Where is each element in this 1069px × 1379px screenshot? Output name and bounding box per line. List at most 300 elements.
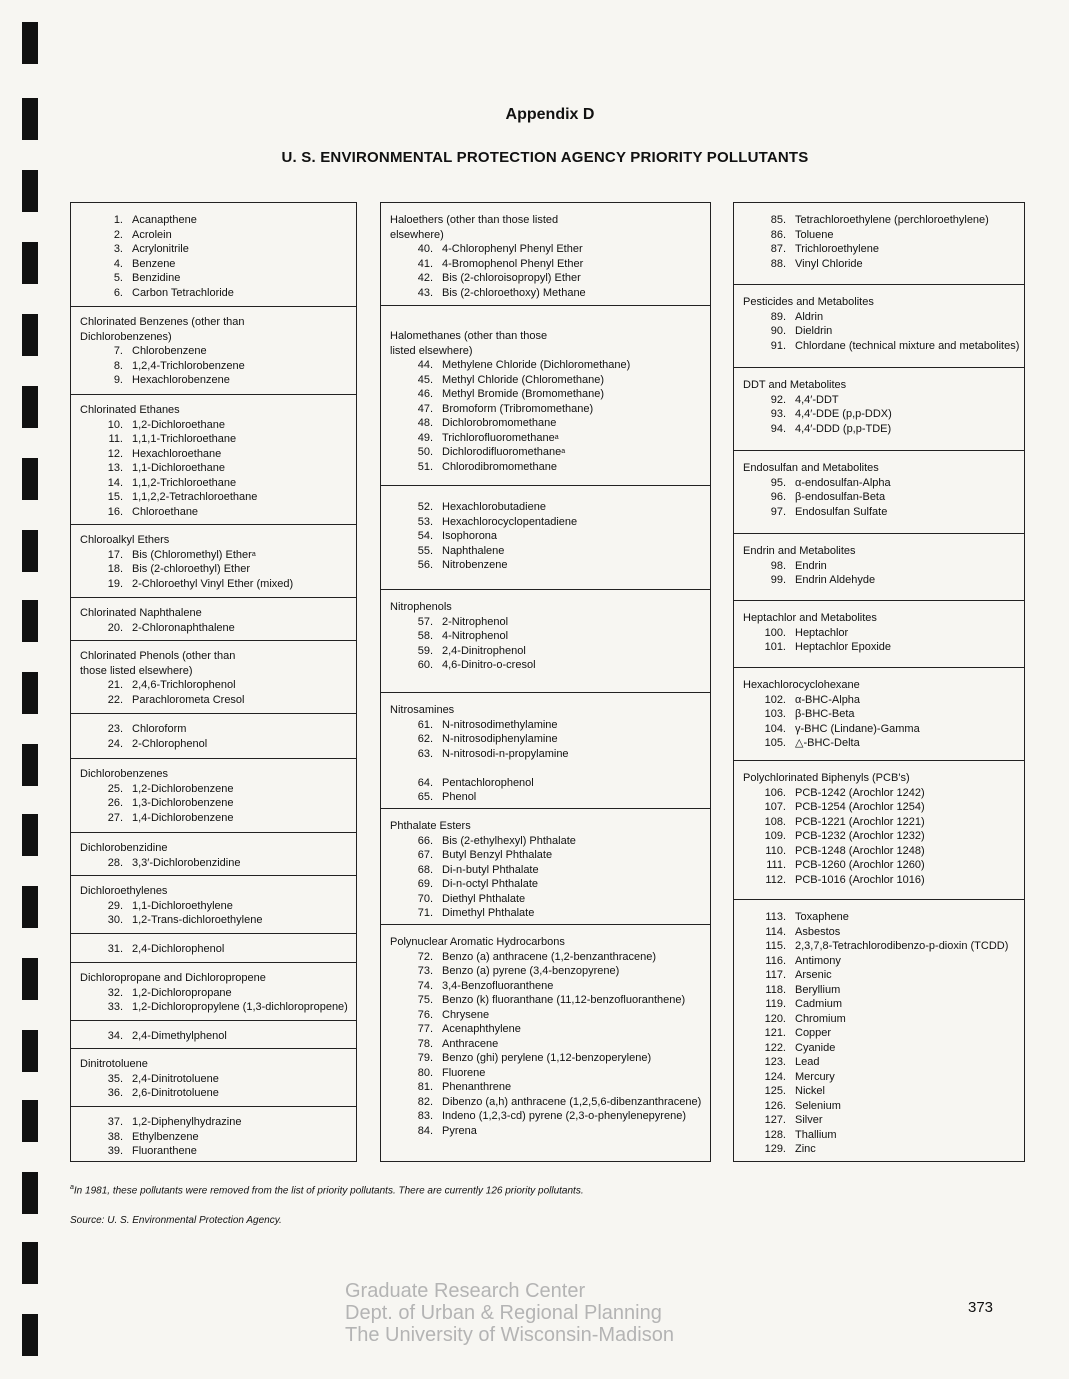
pollutant-name: 4-Nitrophenol <box>442 630 509 642</box>
pollutant-number: 41. <box>417 257 433 270</box>
pollutant-name: Di-n-butyl Phthalate <box>442 863 539 876</box>
source-note: Source: U. S. Environmental Protection Agency. <box>70 1215 282 1226</box>
pollutant-name: PCB-1232 (Arochlor 1232) <box>795 830 925 842</box>
pollutant-group <box>71 714 356 759</box>
pollutant-item <box>389 1109 702 1124</box>
pollutant-name: Bis (2-ethylhexyl) Phthalate <box>442 834 576 847</box>
pollutant-number: 85. <box>770 214 786 226</box>
pollutant-number: 65. <box>417 791 433 803</box>
pollutant-name: Acrylonitrile <box>132 243 189 255</box>
pollutant-item <box>79 490 348 505</box>
page-number: 373 <box>968 1299 994 1316</box>
pollutant-item <box>79 548 348 563</box>
pollutant-group <box>734 203 1024 285</box>
pollutant-item <box>79 228 348 243</box>
pollutant-name: 1,2-Dichloropropylene (1,3-dichloropropene) <box>132 1001 348 1013</box>
binder-mark <box>22 1314 38 1356</box>
pollutant-name: N-nitrosodiphenylamine <box>442 733 558 745</box>
pollutant-number: 39. <box>107 1145 123 1157</box>
pollutant-group <box>71 1107 356 1165</box>
pollutant-number: 46. <box>417 388 433 400</box>
pollutant-item <box>79 476 348 491</box>
pollutant-number: 97. <box>770 505 786 518</box>
pollutant-item <box>742 1142 1016 1157</box>
binder-mark <box>22 744 38 786</box>
pollutant-name: Dichlorobromomethane <box>442 417 557 429</box>
pollutant-name: Parachlorometa Cresol <box>132 693 245 706</box>
pollutant-group <box>381 925 710 1157</box>
group-title: Hexachlorocyclohexane <box>743 679 860 691</box>
pollutant-number: 129. <box>764 1143 786 1155</box>
pollutant-number: 33. <box>107 1001 123 1013</box>
pollutant-item <box>79 432 348 447</box>
pollutant-name: N-nitrosodimethylamine <box>442 718 558 731</box>
pollutant-item <box>742 490 1016 505</box>
pollutant-number: 95. <box>770 476 786 489</box>
binder-mark <box>22 314 38 356</box>
pollutant-name: Dibenzo (a,h) anthracene (1,2,5,6-dibenzanthracene) <box>442 1095 702 1108</box>
pollutant-name: 2-Chlorophenol <box>132 737 208 750</box>
pollutant-number: 71. <box>417 907 433 919</box>
pollutant-number: 19. <box>107 577 123 590</box>
pollutant-item <box>389 834 702 849</box>
pollutant-item <box>742 213 1016 228</box>
pollutant-item <box>79 678 348 693</box>
pollutant-name: Dichlorodifluoromethane <box>442 446 562 458</box>
pollutant-name: Chlorobenzene <box>132 345 207 357</box>
pollutant-item <box>742 242 1016 257</box>
pollutant-number: 2. <box>113 228 123 241</box>
pollutant-item <box>742 640 1016 655</box>
pollutant-number <box>389 761 433 776</box>
pollutant-group <box>71 1021 356 1049</box>
pollutant-item <box>742 393 1016 408</box>
pollutant-number: 31. <box>107 943 123 955</box>
pollutant-item <box>79 811 348 826</box>
pollutant-group <box>734 534 1024 601</box>
pollutant-item <box>79 1144 348 1159</box>
pollutant-name: 3,3′-Dichlorobenzidine <box>132 856 241 869</box>
pollutant-name: Endosulfan Sulfate <box>795 505 888 518</box>
group-title: Chlorinated Phenols (other than those listed elsewhere) <box>80 650 236 677</box>
pollutant-item <box>79 461 348 476</box>
pollutant-item <box>742 968 1016 983</box>
pollutant-name: Benzo (a) anthracene (1,2-benzanthracene) <box>442 950 657 963</box>
pollutant-name: PCB-1248 (Arochlor 1248) <box>795 844 925 857</box>
pollutant-name: 2,4-Dimethylphenol <box>132 1030 227 1042</box>
pollutant-number: 126. <box>764 1099 786 1112</box>
pollutant-name: 2,4-Dinitrophenol <box>442 644 526 657</box>
pollutant-name: 1,1-Dichloroethane <box>132 462 225 474</box>
pollutant-name: △-BHC-Delta <box>795 737 860 749</box>
pollutant-number: 32. <box>107 986 123 999</box>
group-title: Chlorinated Ethanes <box>80 404 180 416</box>
pollutant-number: 61. <box>417 718 433 731</box>
binder-mark <box>22 672 38 714</box>
pollutant-number: 8. <box>113 359 123 372</box>
pollutant-item <box>79 359 348 374</box>
pollutant-item <box>389 257 702 272</box>
group-title: Heptachlor and Metabolites <box>743 612 877 624</box>
pollutant-name: β-endosulfan-Beta <box>795 491 886 503</box>
pollutant-item <box>389 629 702 644</box>
pollutant-item <box>742 257 1016 272</box>
pollutant-number: 103. <box>764 708 786 720</box>
pollutant-item <box>742 858 1016 873</box>
binder-mark <box>22 242 38 284</box>
pollutant-item <box>742 1084 1016 1099</box>
pollutant-name: 2,4-Dinitrotoluene <box>132 1072 219 1085</box>
pollutant-name: PCB-1254 (Arochlor 1254) <box>795 801 925 813</box>
pollutant-name: Bis (Chloromethyl) Ether <box>132 548 252 561</box>
pollutant-name: 2,4,6-Trichlorophenol <box>132 679 236 691</box>
pollutant-number: 47. <box>417 402 433 415</box>
pollutant-name: Silver <box>795 1114 823 1126</box>
pollutant-name: Cyanide <box>795 1041 836 1054</box>
pollutant-item <box>389 644 702 659</box>
pollutant-name: Bromoform (Tribromomethane) <box>442 402 594 415</box>
pollutant-name: 1,2-Diphenylhydrazine <box>132 1116 242 1128</box>
pollutant-group <box>734 668 1024 761</box>
pollutant-name <box>433 761 442 776</box>
pollutant-number: 66. <box>417 834 433 847</box>
pollutant-number: 25. <box>107 782 123 795</box>
pollutant-name: Hexachlorobenzene <box>132 374 230 386</box>
pollutant-name: N-nitrosodi-n-propylamine <box>442 747 569 760</box>
group-title: Dinitrotoluene <box>80 1058 148 1070</box>
pollutant-number: 108. <box>764 815 786 828</box>
pollutant-name: Bis (2-chloroethoxy) Methane <box>442 286 586 299</box>
pollutant-group <box>71 963 356 1021</box>
pollutant-number: 7. <box>113 345 123 357</box>
pollutant-name: 1,2-Dichloroethane <box>132 418 225 431</box>
pollutant-name: 1,4-Dichlorobenzene <box>132 811 234 824</box>
pollutant-number: 60. <box>417 659 433 671</box>
pollutant-item <box>389 761 702 776</box>
pollutant-number: 114. <box>765 925 786 938</box>
pollutant-item <box>742 910 1016 925</box>
pollutant-name: Mercury <box>795 1070 835 1083</box>
pollutant-item <box>389 950 702 965</box>
pollutant-item <box>79 1086 348 1101</box>
pollutant-item <box>389 387 702 402</box>
footnote-text: In 1981, these pollutants were removed from the list of priority pollutants. There are currently 126 priority pollutants. <box>73 1185 584 1197</box>
pollutant-name: Benzene <box>132 257 176 270</box>
pollutant-item <box>389 402 702 417</box>
stamp-line: The University of Wisconsin-Madison <box>345 1324 674 1346</box>
pollutant-name: Indeno (1,2,3-cd) pyrene (2,3-o-phenylenepyrene) <box>442 1110 686 1122</box>
pollutant-item <box>79 1130 348 1145</box>
binder-mark <box>22 458 38 500</box>
pollutant-item <box>389 848 702 863</box>
pollutant-item <box>389 877 702 892</box>
pollutant-item <box>742 736 1016 751</box>
pollutant-number: 1. <box>113 214 123 226</box>
pollutant-item <box>742 228 1016 243</box>
pollutant-item <box>79 257 348 272</box>
library-stamp <box>345 1280 674 1346</box>
pollutant-item <box>742 983 1016 998</box>
pollutant-name: Tetrachloroethylene (perchloroethylene) <box>795 214 989 226</box>
binder-mark <box>22 22 38 64</box>
pollutant-number: 40. <box>417 243 433 255</box>
pollutant-item <box>742 407 1016 422</box>
pollutant-name: α-endosulfan-Alpha <box>795 476 891 489</box>
pollutant-number: 58. <box>417 630 433 642</box>
pollutant-name: Nitrobenzene <box>442 559 508 571</box>
pollutant-number: 102. <box>764 693 786 706</box>
pollutant-number: 122. <box>764 1041 786 1054</box>
pollutant-name: 1,1,2-Trichloroethane <box>132 476 237 489</box>
pollutant-number: 107. <box>764 801 786 813</box>
pollutant-name: Hexachloroethane <box>132 447 222 460</box>
pollutant-item <box>742 626 1016 641</box>
group-title: Endrin and Metabolites <box>743 545 856 557</box>
pollutant-number: 78. <box>417 1037 433 1050</box>
group-title: Halomethanes (other than those listed elsewhere) <box>390 330 548 357</box>
pollutant-group <box>734 368 1024 451</box>
group-title: Haloethers (other than those listed elsewhere) <box>390 214 559 241</box>
pollutant-name: γ-BHC (Lindane)-Gamma <box>795 722 920 735</box>
pollutant-item <box>389 242 702 257</box>
pollutant-number: 125. <box>764 1085 786 1097</box>
footnote <box>70 1184 584 1196</box>
pollutant-item <box>742 925 1016 940</box>
pollutant-number: 11. <box>108 433 123 445</box>
pollutant-item <box>79 344 348 359</box>
pollutant-item <box>389 416 702 431</box>
group-title: Polynuclear Aromatic Hydrocarbons <box>390 936 565 948</box>
pollutant-number: 9. <box>113 374 123 386</box>
pollutant-name: Trichlorofluoromethane <box>442 431 555 444</box>
pollutant-item <box>389 658 702 673</box>
pollutant-number: 34. <box>107 1030 123 1042</box>
pollutant-number: 63. <box>417 747 433 760</box>
binder-mark <box>22 886 38 928</box>
pollutant-number: 3. <box>113 243 123 255</box>
pollutant-item <box>79 505 348 520</box>
pollutant-item <box>79 899 348 914</box>
pollutant-number: 94. <box>770 422 786 435</box>
pollutant-number: 29. <box>107 899 123 912</box>
pollutant-number: 101. <box>764 641 786 653</box>
pollutant-name: Acrolein <box>132 228 172 241</box>
pollutant-number: 88. <box>770 257 786 270</box>
pollutant-name: 1,2,4-Trichlorobenzene <box>132 359 245 372</box>
pollutant-number: 87. <box>770 243 786 255</box>
pollutant-item <box>389 286 702 301</box>
pollutant-name: 4-Chlorophenyl Phenyl Ether <box>442 243 583 255</box>
pollutant-name: Acanapthene <box>132 214 197 226</box>
pollutant-number: 84. <box>417 1124 433 1137</box>
pollutant-name: Heptachlor <box>795 626 849 639</box>
pollutant-item <box>79 722 348 737</box>
pollutant-name: Hexachlorocyclopentadiene <box>442 515 578 528</box>
pollutant-column-3 <box>733 202 1025 1162</box>
pollutant-name: Bis (2-chloroisopropyl) Ether <box>442 272 581 284</box>
pollutant-item <box>389 431 702 446</box>
pollutant-name: Arsenic <box>795 969 832 981</box>
pollutant-number: 93. <box>770 408 786 420</box>
pollutant-name: Selenium <box>795 1099 841 1112</box>
pollutant-group <box>71 525 356 598</box>
pollutant-number: 73. <box>417 965 433 977</box>
pollutant-group <box>71 833 356 876</box>
pollutant-number: 56. <box>417 559 433 571</box>
pollutant-number: 77. <box>417 1023 433 1035</box>
pollutant-number: 42. <box>417 272 433 284</box>
pollutant-item <box>79 1115 348 1130</box>
pollutant-name: Fluorene <box>442 1066 486 1079</box>
pollutant-item <box>79 373 348 388</box>
pollutant-group <box>381 486 710 590</box>
pollutant-number: 21. <box>107 679 123 691</box>
pollutant-name: 2-Chloroethyl Vinyl Ether (mixed) <box>132 577 294 590</box>
pollutant-group <box>71 934 356 963</box>
pollutant-item <box>389 1066 702 1081</box>
pollutant-item <box>742 1113 1016 1128</box>
pollutant-number: 13. <box>107 462 123 474</box>
pollutant-name: Methyl Chloride (Chloromethane) <box>442 373 605 386</box>
pollutant-name: Chloroform <box>132 723 187 735</box>
group-title: Chlorinated Benzenes (other than Dichlorobenzenes) <box>80 316 245 343</box>
pollutant-number: 70. <box>417 892 433 905</box>
pollutant-item <box>389 529 702 544</box>
pollutant-item <box>389 1037 702 1052</box>
pollutant-name: Phenol <box>442 791 477 803</box>
pollutant-name: Methylene Chloride (Dichloromethane) <box>442 359 631 371</box>
pollutant-name: Dimethyl Phthalate <box>442 907 535 919</box>
pollutant-number: 128. <box>764 1128 786 1141</box>
pollutant-name: Diethyl Phthalate <box>442 892 526 905</box>
pollutant-number: 17. <box>107 548 123 561</box>
pollutant-item <box>79 418 348 433</box>
pollutant-name: 2-Chloronaphthalene <box>132 621 235 634</box>
pollutant-number: 86. <box>770 228 786 241</box>
pollutant-name: Chlordane (technical mixture and metabolites) <box>795 339 1020 352</box>
pollutant-number: 22. <box>107 693 123 706</box>
pollutant-item <box>389 993 702 1008</box>
binder-mark <box>22 814 38 856</box>
pollutant-number: 49. <box>417 431 433 444</box>
pollutant-name: β-BHC-Beta <box>795 708 855 720</box>
group-title: Polychlorinated Biphenyls (PCB’s) <box>743 772 910 784</box>
pollutant-number: 89. <box>770 310 786 323</box>
pollutant-name: 1,1,1-Trichloroethane <box>132 433 237 445</box>
pollutant-name: 4-Bromophenol Phenyl Ether <box>442 257 584 270</box>
pollutant-item <box>79 986 348 1001</box>
pollutant-item <box>389 544 702 559</box>
group-title: Nitrosamines <box>390 704 455 716</box>
pollutant-name: Hexachlorobutadiene <box>442 501 546 513</box>
pollutant-number: 117. <box>765 969 786 981</box>
pollutant-item <box>389 358 702 373</box>
pollutant-number: 26. <box>107 797 123 809</box>
pollutant-name: 4,4′-DDD (p,p-TDE) <box>795 422 892 435</box>
pollutant-name: Chrysene <box>442 1008 490 1021</box>
pollutant-name: Benzo (a) pyrene (3,4-benzopyrene) <box>442 965 620 977</box>
pollutant-number: 116. <box>765 954 786 967</box>
pollutant-name: Thallium <box>795 1128 837 1141</box>
pollutant-name: Butyl Benzyl Phthalate <box>442 849 553 861</box>
pollutant-item <box>79 693 348 708</box>
pollutant-number: 121. <box>764 1027 786 1039</box>
pollutant-name: Vinyl Chloride <box>795 257 863 270</box>
binder-mark <box>22 386 38 428</box>
pollutant-group <box>734 451 1024 534</box>
pollutant-item <box>79 577 348 592</box>
pollutant-number: 100. <box>764 626 786 639</box>
pollutant-item <box>389 747 702 762</box>
pollutant-number: 53. <box>417 515 433 528</box>
pollutant-item <box>389 515 702 530</box>
pollutant-number: 90. <box>770 325 786 337</box>
pollutant-name: Chlorodibromomethane <box>442 460 557 473</box>
pollutant-name: 1,2-Dichlorobenzene <box>132 782 234 795</box>
group-title: Chloroalkyl Ethers <box>80 534 170 546</box>
pollutant-number: 81. <box>417 1081 433 1093</box>
pollutant-name: PCB-1242 (Arochlor 1242) <box>795 786 925 799</box>
pollutant-number: 62. <box>417 733 433 745</box>
pollutant-column-2 <box>380 202 711 1162</box>
pollutant-number: 120. <box>764 1012 786 1025</box>
binder-mark <box>22 1100 38 1142</box>
pollutant-item <box>742 310 1016 325</box>
pollutant-name: Copper <box>795 1027 832 1039</box>
pollutant-group <box>734 761 1024 900</box>
group-title: Dichlorobenzidine <box>80 842 168 854</box>
pollutant-item <box>742 1099 1016 1114</box>
pollutant-name: Phenanthrene <box>442 1081 512 1093</box>
pollutant-item <box>742 693 1016 708</box>
footnote-marker: a <box>70 1184 74 1191</box>
pollutant-item <box>389 1051 702 1066</box>
pollutant-number: 112. <box>765 873 786 886</box>
pollutant-item <box>79 737 348 752</box>
pollutant-name: 1,2-Trans-dichloroethylene <box>132 914 263 926</box>
pollutant-number: 96. <box>770 491 786 503</box>
pollutant-item <box>389 1124 702 1139</box>
pollutant-group <box>381 693 710 809</box>
pollutant-name: Benzidine <box>132 272 181 284</box>
pollutant-item <box>742 324 1016 339</box>
pollutant-name: Methyl Bromide (Bromomethane) <box>442 388 605 400</box>
pollutant-number: 74. <box>417 979 433 992</box>
pollutant-item <box>389 790 702 805</box>
pollutant-number: 75. <box>417 994 433 1006</box>
pollutant-name: 1,2-Dichloropropane <box>132 986 232 999</box>
pollutant-item <box>742 1070 1016 1085</box>
pollutant-item <box>742 1055 1016 1070</box>
pollutant-name: Trichloroethylene <box>795 243 879 255</box>
pollutant-number: 54. <box>417 530 433 542</box>
pollutant-group <box>71 759 356 833</box>
pollutant-item <box>742 559 1016 574</box>
pollutant-number: 76. <box>417 1008 433 1021</box>
group-title: Dichloroethylenes <box>80 885 168 897</box>
pollutant-group <box>734 285 1024 368</box>
pollutant-name: Toluene <box>795 228 834 241</box>
pollutant-number: 23. <box>107 723 123 735</box>
pollutant-name: 1,3-Dichlorobenzene <box>132 797 234 809</box>
pollutant-number: 27. <box>107 811 123 824</box>
pollutant-name: Pentachlorophenol <box>442 776 534 789</box>
pollutant-item <box>389 1080 702 1095</box>
pollutant-item <box>79 1072 348 1087</box>
pollutant-group <box>71 307 356 395</box>
pollutant-name: 2-Nitrophenol <box>442 615 509 628</box>
pollutant-name: Benzo (ghi) perylene (1,12-benzoperylene) <box>442 1052 652 1064</box>
